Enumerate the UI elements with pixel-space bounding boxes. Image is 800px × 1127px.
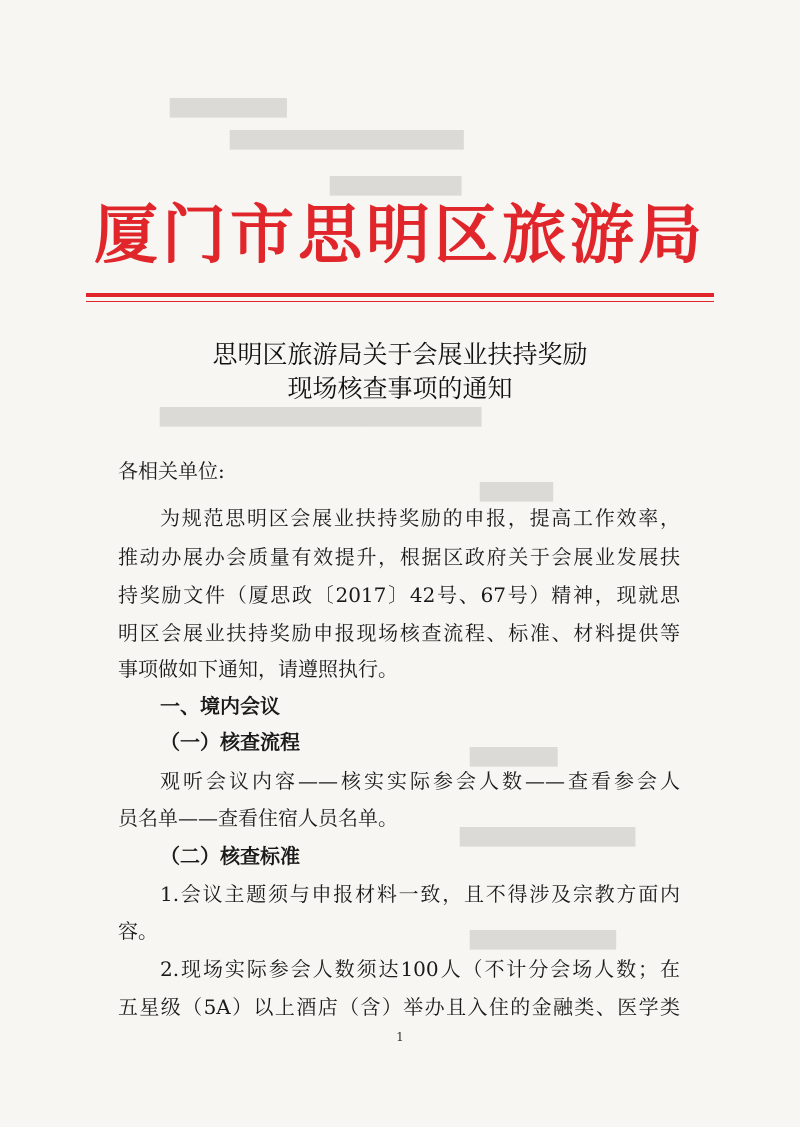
- intro-line: 明区会展业扶持奖励申报现场核查流程、标准、材料提供等: [118, 621, 680, 645]
- bleed-through-text: ▇▇▇▇▇▇▇▇▇▇▇▇: [460, 825, 636, 847]
- letterhead-org-name: 厦门市思明区旅游局: [94, 198, 706, 273]
- bleed-through-text: ▇▇▇▇▇▇▇▇▇▇: [470, 928, 617, 950]
- standard-item-line: 2.现场实际参会人数须达100人（不计分会场人数；在: [160, 957, 680, 981]
- letterhead-rule-thin: [86, 301, 714, 302]
- intro-line: 持奖励文件（厦思政〔2017〕42号、67号）精神，现就思: [118, 583, 680, 607]
- bleed-through-text: ▇▇▇▇▇▇▇▇▇▇▇▇▇▇▇▇▇▇▇▇▇▇: [160, 405, 482, 427]
- intro-line: 事项做如下通知，请遵照执行。: [118, 657, 398, 681]
- document-title-line-1: 思明区旅游局关于会展业扶持奖励: [212, 340, 588, 369]
- bleed-through-text: ▇▇▇▇▇: [480, 480, 554, 502]
- bleed-through-text: ▇▇▇▇▇▇▇▇▇: [330, 174, 462, 196]
- standard-item-line: 五星级（5A）以上酒店（含）举办且入住的金融类、医学类: [118, 995, 680, 1019]
- section-heading: 一、境内会议: [160, 694, 280, 718]
- bleed-through-text: ▇▇▇▇▇▇: [470, 745, 558, 767]
- subsection-heading: （二）核查标准: [160, 844, 300, 868]
- process-line: 员名单——查看住宿人员名单。: [118, 806, 398, 830]
- standard-item-line: 1.会议主题须与申报材料一致，且不得涉及宗教方面内: [160, 882, 680, 906]
- process-line: 观听会议内容——核实实际参会人数——查看参会人: [160, 769, 680, 793]
- bleed-through-text: ▇▇▇▇▇▇▇▇▇▇▇▇▇▇▇▇: [230, 128, 464, 150]
- bleed-through-text: ▇▇▇▇▇▇▇▇: [170, 96, 287, 118]
- standard-item-line: 容。: [118, 919, 158, 943]
- intro-line: 为规范思明区会展业扶持奖励的申报，提高工作效率，: [160, 506, 680, 530]
- document-title-line-2: 现场核查事项的通知: [287, 374, 513, 403]
- salutation: 各相关单位:: [118, 459, 225, 483]
- subsection-heading: （一）核查流程: [160, 730, 300, 754]
- letterhead-rule-thick: [86, 293, 714, 297]
- page-number: 1: [396, 1030, 404, 1044]
- intro-line: 推动办展办会质量有效提升，根据区政府关于会展业发展扶: [118, 545, 680, 569]
